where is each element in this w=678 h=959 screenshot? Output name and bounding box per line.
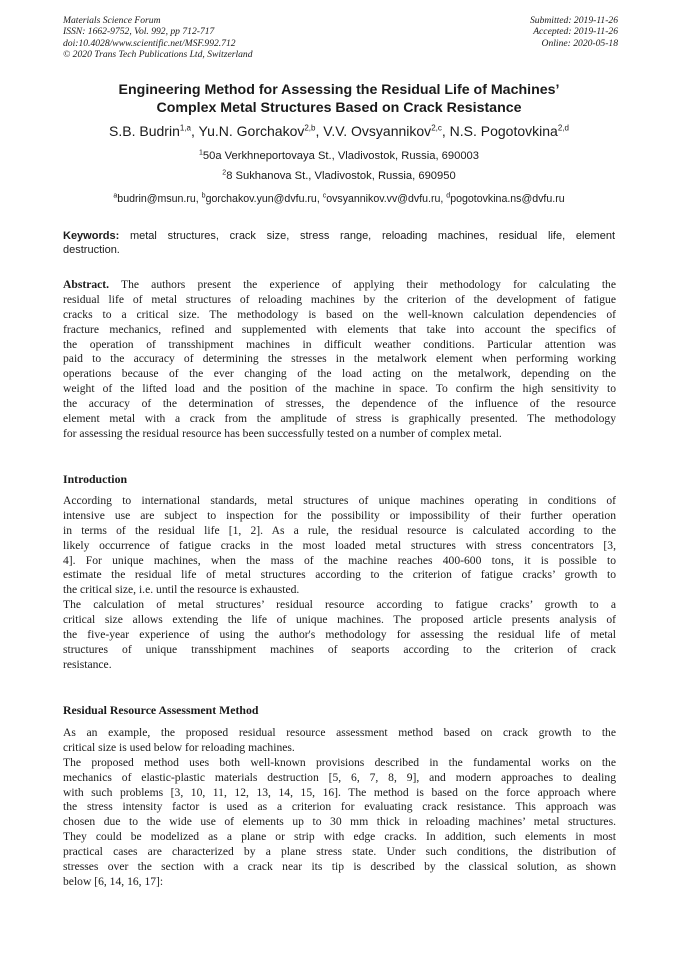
paragraph-line: 4]. For unique machines, when the mass of the machine reaches 400-600 tons, it is possible to [63, 553, 616, 567]
abstract-line: residual life of metal structures of reloading machines by the criterion of the development of fatigue [63, 292, 616, 306]
paragraph-line: estimate the residual life of metal structures according to the criterion of fatigue cracks’ growth to [63, 568, 616, 582]
paragraph-line: The proposed method uses both well-known provisions described in the fundamental works on the [63, 755, 616, 769]
abstract-line: paid to the accuracy of determining the stresses in the metalwork element when performing working [63, 352, 616, 366]
email-list [20, 193, 658, 206]
paragraph-line: critical size allows extending the life of unique machines. The proposed article presents analysis of [63, 613, 616, 627]
abstract-text: The authors present the experience of applying their methodology for calculating the [109, 278, 616, 291]
abstract-line: element metal with a crack from the amplitude of stress is graphically presented. The methodology [63, 412, 616, 426]
keywords-line [63, 229, 615, 243]
email-sup: b [201, 192, 206, 200]
paragraph-line: the five-year experience of using the author's methodology for assessing the residual life of metal [63, 628, 616, 642]
email-address: gorchakov.yun@dvfu.ru, [205, 193, 323, 205]
abstract-line: weight of the lifted load and the position of the machine in space. To confirm the high sensitivity to [63, 382, 616, 396]
paragraph-line: According to international standards, metal structures of unique machines operating in conditions of [63, 494, 616, 507]
paragraph-line: structures of unique transshipment machines of seaports according to the criterion of crack [63, 642, 616, 656]
title-line: Complex Metal Structures Based on Crack Resistance [156, 100, 522, 116]
author-sup: 2,b [304, 123, 316, 133]
affiliation-sup: 1 [198, 149, 203, 157]
accepted-date: Accepted: 2019-11-26 [533, 26, 618, 38]
email-sup: a [113, 192, 118, 200]
submission-dates [530, 15, 618, 49]
affiliation-1 [20, 150, 658, 163]
abstract-line: fracture mechanics, refined and supplemented with elements that take into account the specifics of [63, 322, 616, 336]
abstract-line: operations because of the ever changing of the load acting on the metalwork, depending on the [63, 367, 616, 381]
paragraph-line: below [6, 14, 16, 17]: [63, 874, 164, 888]
paragraph-line: the critical size, i.e. until the resource is exhausted. [63, 583, 300, 597]
author-name: V.V. Ovsyannikov [323, 123, 432, 139]
paragraph-line: chosen due to the wide use of elements up to 30 mm thick in reloading machines’ metal structures. [63, 815, 616, 829]
introduction-text [63, 494, 616, 673]
paragraph-line: They could be modelized as a plane or strip with edge cracks. In addition, such elements in most [63, 830, 616, 844]
email-sup: d [446, 192, 451, 200]
paragraph-line: The calculation of metal structures’ residual resource according to fatigue cracks’ growth to a [63, 598, 616, 612]
affiliation-text: 8 Sukhanova St., Vladivostok, Russia, 690950 [226, 170, 456, 182]
title-line: Engineering Method for Assessing the Residual Life of Machines’ [118, 82, 560, 98]
paragraph-line: resistance. [63, 657, 112, 671]
paragraph-line: critical size is used below for reloading machines. [63, 740, 295, 754]
submitted-date: Submitted: 2019-11-26 [529, 15, 618, 26]
author-sup: 1,a [179, 123, 191, 133]
keywords-line: destruction. [63, 244, 120, 256]
method-text [63, 726, 616, 890]
author-sep: , [315, 123, 324, 139]
email-address: pogotovkina.ns@dvfu.ru [450, 193, 565, 205]
affiliation-sup: 2 [222, 169, 227, 177]
abstract-line: cracks to a critical size. The methodology is based on the well-known calculation dependencies of [63, 307, 616, 321]
author-sep: , [191, 123, 199, 139]
paragraph-line: the stress intensity factor is used as a criterion for evaluating crack resistance. This approach was [63, 800, 616, 814]
journal-info [63, 15, 253, 61]
affiliation-text: 50a Verkhneportovaya St., Vladivostok, Russia, 690003 [202, 150, 480, 162]
email-sup: c [322, 192, 327, 200]
author-sep: , [441, 123, 450, 139]
email-address: budrin@msun.ru, [117, 193, 202, 205]
paper-title [40, 81, 638, 117]
journal-doi: doi:10.4028/www.scientific.net/MSF.992.712 [63, 37, 236, 49]
abstract [63, 278, 616, 442]
affiliation-2 [20, 170, 658, 183]
author-name: S.B. Budrin [109, 123, 180, 139]
abstract-line [63, 278, 616, 293]
author-name: N.S. Pogotovkina [449, 123, 558, 139]
paragraph-line: intensive use are subject to inspection for the possibility or impossibility of their further operation [63, 508, 616, 522]
keywords [63, 229, 615, 257]
paragraph-line: stresses over the section with a crack near its tip is described by the classical solution, as shown [63, 860, 616, 874]
keywords-text: metal structures, crack size, stress range, reloading machines, residual life, element [119, 230, 615, 242]
online-date: Online: 2020-05-18 [541, 37, 618, 49]
author-list [20, 122, 658, 140]
section-heading-introduction: Introduction [63, 472, 128, 486]
keywords-label: Keywords: [63, 230, 120, 242]
paragraph-line: practical cases are characterized by a plane stress state. Under such conditions, the distribution of [63, 845, 616, 859]
journal-issn: ISSN: 1662-9752, Vol. 992, pp 712-717 [63, 26, 215, 38]
journal-copyright: © 2020 Trans Tech Publications Ltd, Switzerland [63, 49, 253, 61]
author-name: Yu.N. Gorchakov [198, 123, 305, 139]
abstract-label: Abstract. [63, 278, 110, 291]
paragraph-line: in terms of the residual life [1, 2]. As a rule, the residual resource is calculated according to the [63, 523, 616, 537]
author-sup: 2,d [557, 123, 569, 133]
abstract-line: the operation of transshipment machines in difficult weather conditions. Particular attention was [63, 337, 616, 351]
author-sup: 2,c [431, 123, 442, 133]
paragraph-line: with such problems [3, 10, 11, 12, 13, 14, 15, 16]. The method is based on the force approach where [63, 785, 616, 799]
section-heading-method: Residual Resource Assessment Method [63, 703, 259, 717]
email-address: ovsyannikov.vv@dvfu.ru, [326, 193, 447, 205]
journal-name: Materials Science Forum [63, 15, 161, 26]
abstract-line: for assessing the residual resource has been successfully tested on a number of complex metal. [63, 426, 502, 440]
paragraph-line: likely occurrence of fatigue cracks in the most loaded metal structures with stress concentrators [3, [63, 538, 616, 552]
abstract-line: the accuracy of the determination of stresses, the dependence of the influence of the resource [63, 397, 616, 411]
paragraph-line: As an example, the proposed residual resource assessment method based on crack growth to the [63, 726, 616, 739]
paragraph-line: mechanics of elastic-plastic materials destruction [5, 6, 7, 8, 9], and modern approaches to dealing [63, 770, 616, 784]
